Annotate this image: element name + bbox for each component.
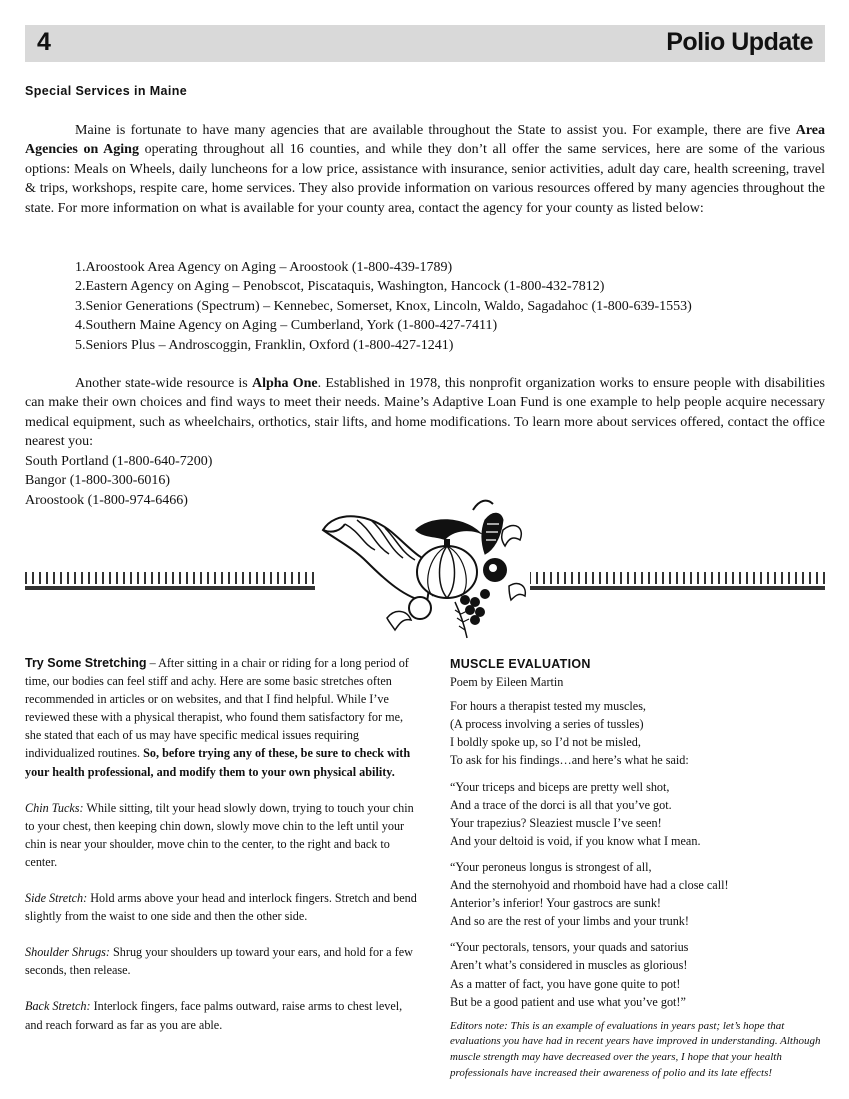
poem-line: (A process involving a series of tussles)	[450, 717, 644, 732]
stretching-intro	[25, 654, 417, 781]
alpha-one-paragraph	[25, 374, 825, 452]
poem-line: For hours a therapist tested my muscles,	[450, 699, 646, 714]
poem-line: And a trace of the dorci is all that you’ve got.	[450, 797, 672, 812]
poem-stanza	[450, 697, 828, 769]
poem-line: And so are the rest of your limbs and your trunk!	[450, 914, 689, 929]
poem-line: “Your triceps and biceps are pretty well shot,	[450, 779, 670, 794]
alpha-text-part2: . Established in 1978, this nonprofit organization works to ensure people with disabilities can make their own choices and find ways to meet their needs. Maine’s Adaptive Loan Fund is one example to help people acquire necessary medical equipment, such as wheelchairs, orthotics, stair lifts, and home modifications. To learn more about services offered, contact the office nearest you:	[25, 376, 825, 450]
office-item: Aroostook (1-800-974-6466)	[25, 492, 188, 508]
section-title-special-services: Special Services in Maine	[25, 84, 188, 98]
office-list	[25, 452, 212, 510]
poem-line: To ask for his findings…and here’s what he said:	[450, 753, 689, 768]
poem-line: And your deltoid is void, if you know what I mean.	[450, 833, 701, 848]
exercise-name: Side Stretch:	[25, 891, 88, 906]
page-header	[25, 25, 825, 62]
exercise-back-stretch	[25, 997, 417, 1033]
agency-item: 4.Southern Maine Agency on Aging – Cumberland, York (1-800-427-7411)	[75, 318, 498, 334]
alpha-text-part1: Another state-wide resource is	[75, 376, 252, 391]
cornucopia-illustration	[315, 490, 530, 640]
page-number: 4	[37, 28, 51, 56]
poem-line: Anterior’s inferior! Your gastrocs are sunk!	[450, 896, 661, 911]
agency-item: 5.Seniors Plus – Androscoggin, Franklin, Oxford (1-800-427-1241)	[75, 337, 454, 353]
exercise-text: While sitting, tilt your head slowly down, trying to touch your chin to your chest, then keeping chin down, slowly move chin to the left until your chin is near your shoulder, move chin to the center, to the right and back to center.	[25, 800, 414, 869]
exercise-name: Chin Tucks:	[25, 800, 84, 815]
poem-line: Aren’t what’s considered in muscles as glorious!	[450, 958, 688, 973]
poem-stanza	[450, 938, 828, 1010]
newsletter-title: Polio Update	[666, 28, 813, 56]
exercise-text: Interlock fingers, face palms outward, raise arms to chest level, and reach forward as far as you are able.	[25, 999, 403, 1032]
exercise-text: Hold arms above your head and interlock fingers. Stretch and bend slightly from the waist to one side and then the other side.	[25, 891, 417, 924]
poem-line: I boldly spoke up, so I’d not be misled,	[450, 735, 641, 750]
stretching-column	[25, 654, 417, 1052]
poem-line: As a matter of fact, you have gone quite to pot!	[450, 976, 681, 991]
poem-line: And the sternohyoid and rhomboid have had a close call!	[450, 878, 729, 893]
exercise-chin-tucks	[25, 799, 417, 871]
intro-text-part2: operating throughout all 16 counties, and while they don’t all offer the same services, here are some of the various options: Meals on Wheels, daily luncheons for a low price, assistance with insurance, senior activities, adult day care, health screening, travel & trips, workshops, respite care, home services. They also provide information on various resources offered by many agencies throughout the state. For more information on what is available for your county area, contact the agency for your county as listed below:	[25, 142, 825, 216]
office-item: Bangor (1-800-300-6016)	[25, 473, 171, 489]
poem-column	[450, 655, 828, 1082]
stretching-title: Try Some Stretching	[25, 656, 147, 670]
agency-item: 1.Aroostook Area Agency on Aging – Aroostook (1-800-439-1789)	[75, 260, 453, 275]
poem-line: Your trapezius? Sleaziest muscle I’ve seen!	[450, 815, 662, 830]
intro-text-part1: Maine is fortunate to have many agencies that are available throughout the State to assist you. For example, there are five	[75, 123, 796, 138]
stretching-intro-text: – After sitting in a chair or riding for a long period of time, our bodies can feel stiff and achy. Here are some basic stretches often recommended in articles or on websites, and that I find helpful. While I’ve reviewed these with a physical therapist, who found them satisfactory for me, she stated that each of us may have specific medical issues requiring individualized routines.	[25, 656, 409, 761]
stretching-warning: So, before trying any of these, be sure to check with your health professional, and modify them to your own physical ability.	[25, 746, 411, 779]
poem-title: MUSCLE EVALUATION	[450, 657, 591, 671]
cornucopia-icon	[315, 490, 530, 640]
exercise-shoulder-shrugs	[25, 943, 417, 979]
special-services-intro	[25, 121, 825, 218]
poem-line: “Your peroneus longus is strongest of all,	[450, 859, 652, 874]
agency-item: 2.Eastern Agency on Aging – Penobscot, Piscataquis, Washington, Hancock (1-800-432-7812)	[75, 279, 605, 295]
exercise-side-stretch	[25, 889, 417, 925]
poem-line: “Your pectorals, tensors, your quads and satorius	[450, 940, 689, 955]
editor-note: Editors note: This is an example of evaluations in years past; let’s hope that evaluations you have had in recent years have improved in understanding. Although muscle strength may have decreased over the years, I hope that your health professionals have increased their awareness of polio and its late effects!	[450, 1019, 821, 1080]
exercise-name: Shoulder Shrugs:	[25, 945, 110, 960]
area-agencies-bold: Area Agencies on Aging	[25, 123, 825, 158]
poem-stanza	[450, 778, 828, 850]
agency-item: 3.Senior Generations (Spectrum) – Kennebec, Somerset, Knox, Lincoln, Waldo, Sagadahoc (1-800-639-1553)	[75, 298, 692, 314]
agency-list	[75, 258, 825, 355]
poem-line: But be a good patient and use what you’ve got!”	[450, 994, 686, 1009]
exercise-name: Back Stretch:	[25, 999, 91, 1014]
poem-byline: Poem by Eileen Martin	[450, 675, 564, 690]
exercise-text: Shrug your shoulders up toward your ears, and hold for a few seconds, then release.	[25, 945, 413, 978]
alpha-one-bold: Alpha One	[251, 376, 318, 391]
office-item: South Portland (1-800-640-7200)	[25, 454, 213, 469]
poem-stanza	[450, 858, 828, 930]
